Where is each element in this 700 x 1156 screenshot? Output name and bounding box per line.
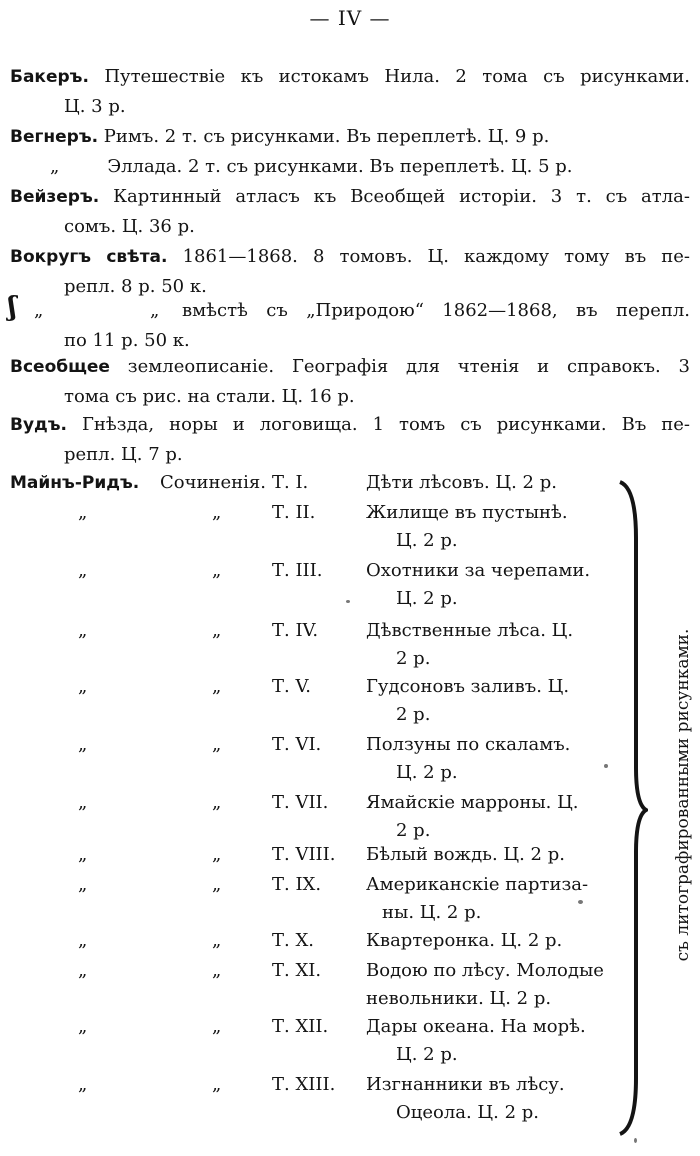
volume-title: Гудсоновъ заливъ. Ц. <box>366 676 570 697</box>
ditto-mark: „ <box>78 676 88 697</box>
volume-title: Охотники за черепами. <box>366 560 591 581</box>
volume-title-cont: Ц. 2 р. <box>396 588 458 609</box>
volume-number: Т. XI. <box>272 960 322 981</box>
entry-weiser <box>10 182 690 242</box>
ditto-mark: „ <box>212 874 222 895</box>
series-label: Сочиненія. <box>160 472 266 493</box>
scan-speck <box>346 600 350 603</box>
volume-title-cont: Ц. 2 р. <box>396 762 458 783</box>
ditto-mark: „ <box>78 620 88 641</box>
entry-wegner <box>10 122 690 152</box>
entry-text: Картинный атласъ къ Всеобщей исторіи. 3 т. съ атла- <box>113 186 690 207</box>
volume-title: Ямайскіе марроны. Ц. <box>366 792 579 813</box>
ditto-mark: „ <box>78 844 88 865</box>
ditto-mark: „ <box>78 930 88 951</box>
volume-title: Жилище въ пустынѣ. <box>366 502 568 523</box>
ditto-mark: „ <box>212 560 222 581</box>
volume-title-cont: 2 р. <box>396 704 431 725</box>
volume-title-cont: 2 р. <box>396 648 431 669</box>
ditto-mark: „ <box>212 1074 222 1095</box>
ditto-mark: „ <box>212 792 222 813</box>
volume-number: Т. I. <box>272 472 309 493</box>
volume-title-cont: Ц. 2 р. <box>396 530 458 551</box>
entry-vseobshchee <box>10 352 690 412</box>
ditto-mark: „ <box>212 844 222 865</box>
ditto-mark: „ <box>212 502 222 523</box>
volume-title: Ползуны по скаламъ. <box>366 734 571 755</box>
volume-title-cont: 2 р. <box>396 820 431 841</box>
ditto-mark: „ <box>78 960 88 981</box>
ditto-mark: „ <box>78 734 88 755</box>
volume-number: Т. III. <box>272 560 323 581</box>
side-note: съ литографированными рисунками. <box>673 628 693 962</box>
volume-number: Т. VIII. <box>272 844 336 865</box>
ditto-mark: „ <box>78 792 88 813</box>
volume-number: Т. XIII. <box>272 1074 336 1095</box>
ditto-mark: „ <box>50 156 60 177</box>
volume-title-cont: ны. Ц. 2 р. <box>382 902 482 923</box>
volume-number: Т. IX. <box>272 874 322 895</box>
scan-speck <box>604 764 608 768</box>
volume-number: Т. XII. <box>272 1016 329 1037</box>
author-name: Бакеръ. <box>10 67 89 87</box>
ditto-mark: „ <box>212 930 222 951</box>
volume-title: Американскіе партиза- <box>366 874 589 895</box>
ditto-mark: „ <box>212 960 222 981</box>
ditto-mark: „ <box>212 734 222 755</box>
entry-wood <box>10 410 690 470</box>
volume-number: Т. V. <box>272 676 312 697</box>
author-name: Вокругъ свѣта. <box>10 247 168 267</box>
entry-text: Эллада. 2 т. съ рисунками. Въ переплетѣ. Ц. 5 р. <box>107 156 573 177</box>
ditto-mark: „ <box>78 502 88 523</box>
entry-continuation: по 11 р. 50 к. <box>64 330 190 351</box>
volume-title-cont: Оцеола. Ц. 2 р. <box>396 1102 539 1123</box>
entry-text: Гнѣзда, норы и логовища. 1 томъ съ рисунками. Въ пе- <box>82 414 690 435</box>
author-name: Вейзеръ. <box>10 187 100 207</box>
volume-title: Бѣлый вождь. Ц. 2 р. <box>366 844 565 865</box>
volume-number: Т. X. <box>272 930 314 951</box>
entry-text: вмѣстѣ съ „Природою“ 1862—1868, въ перепл. <box>182 300 690 321</box>
ditto-mark: „ <box>212 676 222 697</box>
entry-continuation: сомъ. Ц. 36 р. <box>64 216 195 237</box>
entry-text: 1861—1868. 8 томовъ. Ц. каждому тому въ пе- <box>182 246 690 267</box>
ditto-mark: „ <box>212 1016 222 1037</box>
entry-continuation: репл. Ц. 7 р. <box>64 444 183 465</box>
volume-number: Т. IV. <box>272 620 319 641</box>
volume-title: Квартеронка. Ц. 2 р. <box>366 930 563 951</box>
volume-number: Т. VII. <box>272 792 329 813</box>
volume-title: Дары океана. На морѣ. <box>366 1016 586 1037</box>
author-name: Вудъ. <box>10 415 68 435</box>
brace-stroke <box>620 482 646 1134</box>
volume-number: Т. VI. <box>272 734 322 755</box>
scan-speck <box>578 900 583 904</box>
ditto-mark: „ <box>34 300 44 321</box>
curly-brace <box>612 478 648 1138</box>
entry-text: Римъ. 2 т. съ рисунками. Въ переплетѣ. Ц. 9 р. <box>103 126 550 147</box>
margin-mark: ʃ <box>8 292 17 322</box>
author-name: Вегнеръ. <box>10 127 99 147</box>
author-name: Майнъ-Ридъ. <box>10 473 140 493</box>
volume-number: Т. II. <box>272 502 316 523</box>
ditto-mark: „ <box>78 874 88 895</box>
volume-title-cont: Ц. 2 р. <box>396 1044 458 1065</box>
volume-title: Изгнанники въ лѣсу. <box>366 1074 565 1095</box>
author-name: Всеобщее <box>10 357 110 377</box>
entry-continuation: Ц. 3 р. <box>64 96 126 117</box>
volume-title: Водою по лѣсу. Молодые <box>366 960 604 981</box>
page-number: — IV — <box>309 6 391 30</box>
ditto-mark: „ <box>78 1016 88 1037</box>
ditto-mark: „ <box>212 620 222 641</box>
ditto-mark: „ <box>78 560 88 581</box>
scan-speck <box>634 1138 637 1143</box>
volume-title: Дѣвственные лѣса. Ц. <box>366 620 574 641</box>
entry-text: землеописаніе. Географія для чтенія и справокъ. 3 <box>127 356 690 377</box>
ditto-mark: „ <box>78 1074 88 1095</box>
entry-continuation: репл. 8 р. 50 к. <box>64 276 207 297</box>
ditto-mark: „ <box>150 300 160 321</box>
volume-title-cont: невольники. Ц. 2 р. <box>366 988 552 1009</box>
entry-wegner-hellas <box>10 152 690 182</box>
entry-baker <box>10 62 690 122</box>
volume-title: Дѣти лѣсовъ. Ц. 2 р. <box>366 472 557 493</box>
entry-text: Путешествіе къ истокамъ Нила. 2 тома съ рисунками. <box>104 66 690 87</box>
entry-continuation: тома съ рис. на стали. Ц. 16 р. <box>64 386 355 407</box>
entry-vokrug-sveta-priroda <box>8 292 690 356</box>
entry-vokrug-sveta <box>10 242 690 302</box>
